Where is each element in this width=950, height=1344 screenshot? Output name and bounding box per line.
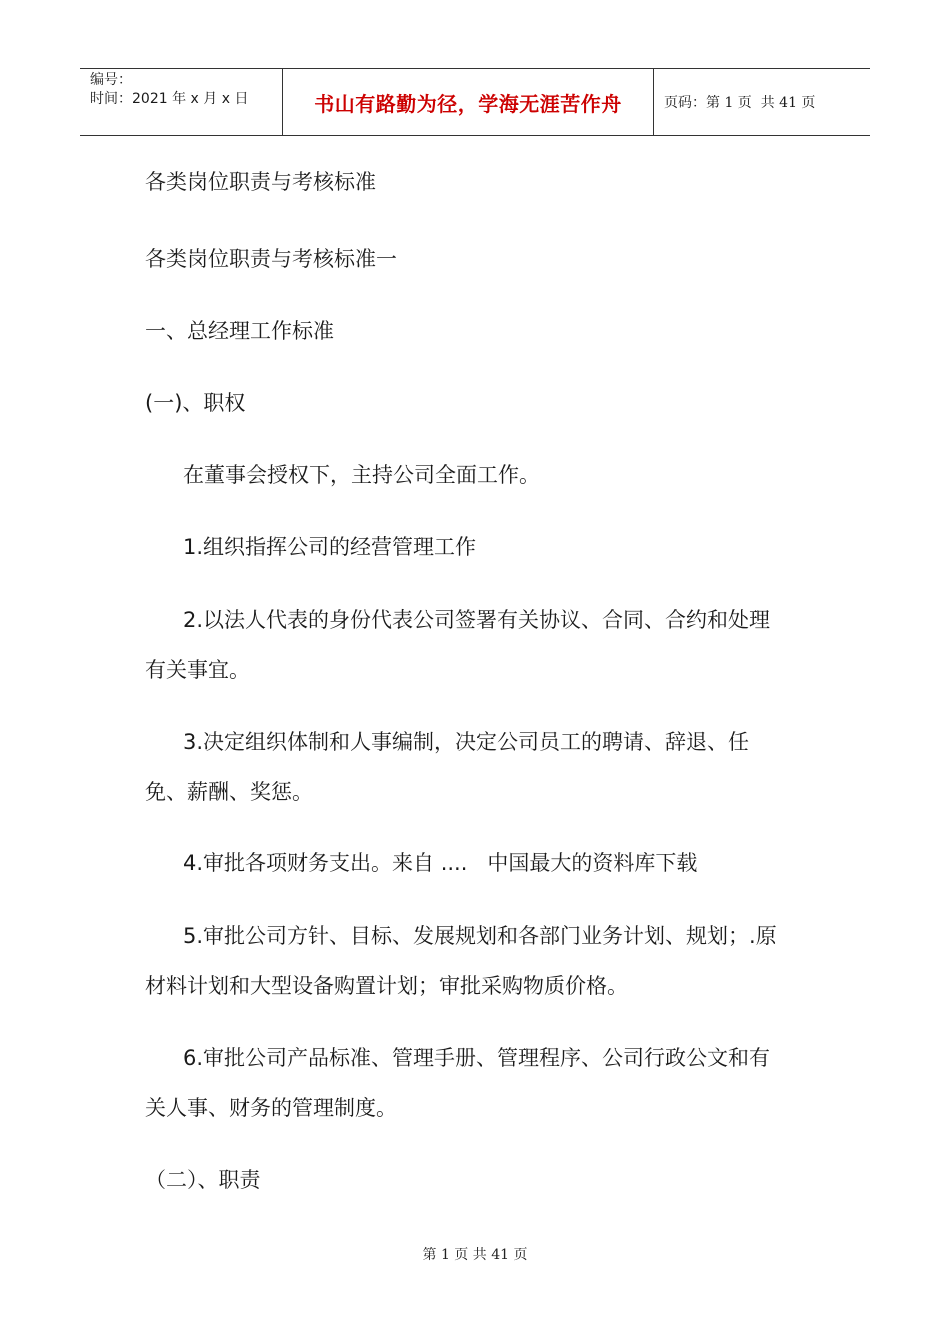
section-heading: 一、总经理工作标准 (145, 319, 334, 343)
header-page-info (654, 69, 870, 135)
list-item: 6.审批公司产品标准、管理手册、管理程序、公司行政公文和有 (183, 1046, 771, 1070)
document-title: 各类岗位职责与考核标准 (145, 170, 376, 194)
document-subtitle: 各类岗位职责与考核标准一 (145, 247, 397, 271)
list-item: 3.决定组织体制和人事编制，决定公司员工的聘请、辞退、任 (183, 730, 750, 754)
document-number-label: 编号： (90, 72, 132, 88)
subsection-heading: (一)、职权 (145, 391, 246, 415)
header-motto: 书山有路勤为径，学海无涯苦作舟 (282, 69, 654, 135)
page-header (80, 68, 870, 136)
header-meta (80, 69, 282, 135)
list-item-continuation: 关人事、财务的管理制度。 (145, 1096, 397, 1120)
list-item: 1.组织指挥公司的经营管理工作 (183, 535, 477, 559)
list-item: 5.审批公司方针、目标、发展规划和各部门业务计划、规划；.原 (183, 924, 777, 948)
header-page-info-text: 页码：第 1 页 共 41 页 (664, 95, 816, 111)
subsection-heading: （二）、职责 (145, 1168, 261, 1192)
list-item: 4.审批各项财务支出。来自 .... 中国最大的资料库下载 (183, 851, 698, 875)
paragraph: 在董事会授权下，主持公司全面工作。 (183, 463, 540, 487)
page-footer: 第 1 页 共 41 页 (422, 1247, 528, 1263)
list-item-continuation: 材料计划和大型设备购置计划；审批采购物质价格。 (145, 974, 628, 998)
list-item-continuation: 免、薪酬、奖惩。 (145, 780, 313, 804)
document-date: 时间：2021 年 x 月 x 日 (90, 91, 249, 107)
list-item-continuation: 有关事宜。 (145, 658, 250, 682)
list-item: 2.以法人代表的身份代表公司签署有关协议、合同、合约和处理 (183, 608, 771, 632)
